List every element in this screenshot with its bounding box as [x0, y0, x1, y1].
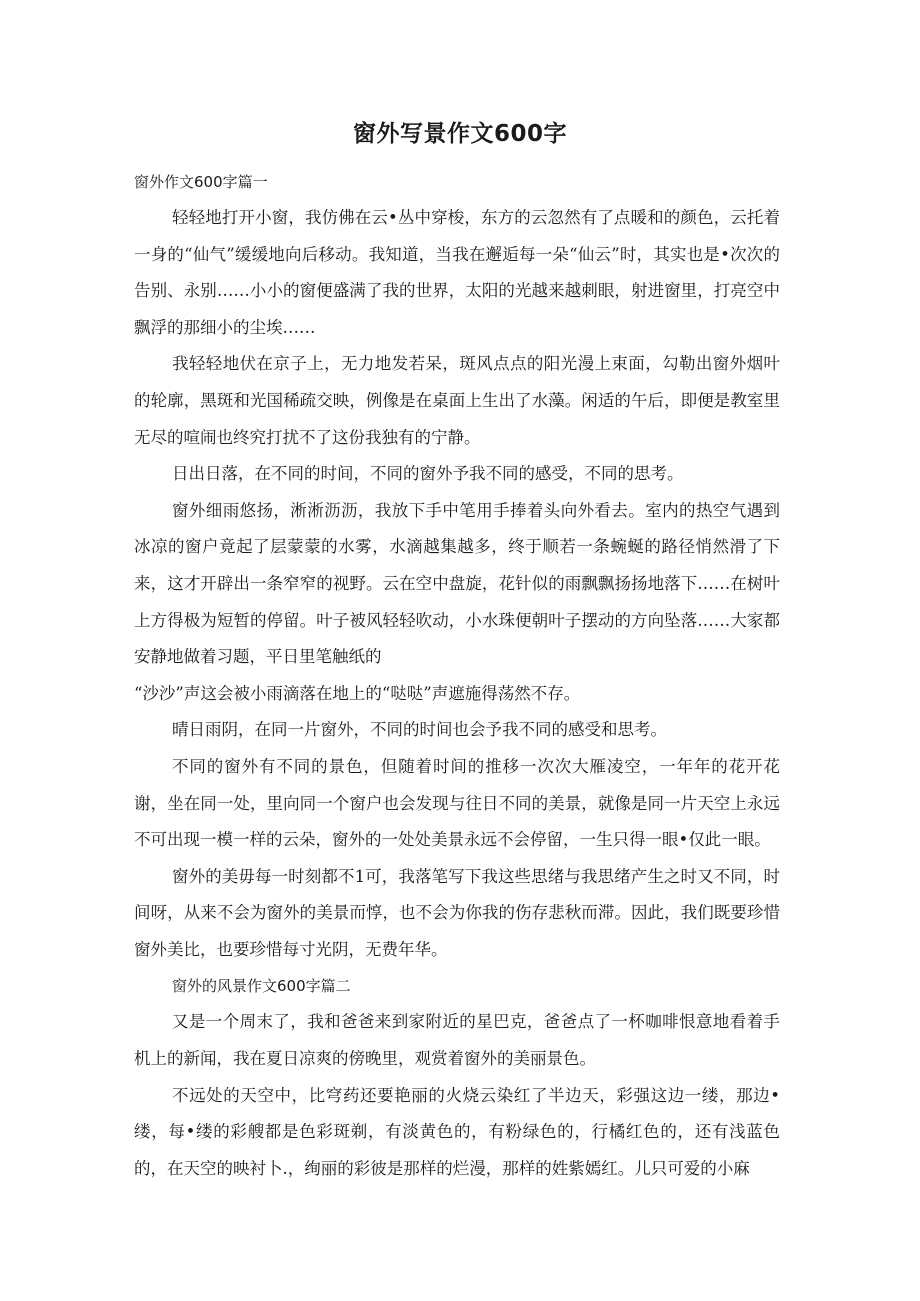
paragraph: “沙沙”声这会被小雨滴落在地上的“哒哒”声遮施得荡然不存。 — [134, 683, 581, 703]
paragraph: 日出日落，在不同的时间，不同的窗外予我不同的感受，不同的思考。 — [172, 464, 684, 484]
paragraph: 窗外细雨悠扬，淅淅沥沥，我放下手中笔用手捧着头向外看去。室内的热空气遇到冰凉的窗户竟起了层蒙蒙的水雾，水滴越集越多，终于顺若一条蜿蜒的路径悄然滑了下来，这才开辟出一条窄窄的视野。云在空中盘旋，花针似的雨飘飘扬扬地落下……在树叶上方得极为短暂的停留。叶子被风轻轻吹动，小水珠便朝叶子摆动的方向坠落……大家都安静地做着习题，平日里笔触纸的 — [134, 500, 780, 667]
paragraph: 不远处的天空中，比穹药还要艳丽的火烧云染红了半边天，彩强这边一缕，那边•缕，每•缕的彩艘都是色彩斑剃，有淡黄色的，有粉绿色的，行橘红色的，还有浅蓝色的，在天空的映衬卜.，绚丽的彩彼是那样的烂漫，那样的姓紫嫣红。儿只可爱的小麻 — [134, 1085, 780, 1178]
paragraph: 又是一个周末了，我和爸爸来到家附近的星巴克，爸爸点了一杯咖啡恨意地看着手机上的新闻，我在夏日凉爽的傍晚里，观赏着窗外的美丽景色。 — [134, 1012, 780, 1069]
paragraph: 我轻轻地伏在京子上，无力地发若呆，斑风点点的阳光漫上束面，勾勒出窗外烟叶的轮廓，黑斑和光国稀疏交映，例像是在桌面上生出了水藻。闲适的午后，即便是教室里无尽的喧闹也终究打扰不了这份我独有的宁静。 — [134, 354, 780, 447]
section-heading-2: 窗外的风景作文600字篇二 — [172, 977, 351, 996]
document-title: 窗外写景作文600字 — [352, 121, 567, 147]
paragraph: 轻轻地打开小窗，我仿佛在云•丛中穿梭，东方的云忽然有了点暖和的颜色，云托着一身的“仙气”缓缓地向后移动。我知道，当我在邂逅每一朵“仙云”时，其实也是•次次的告别、永别……小小的窗便盛满了我的世界，太阳的光越来越刺眼，射进窗里，打亮空中飘浮的那细小的尘埃…… — [134, 208, 780, 337]
paragraph: 晴日雨阴，在同一片窗外，不同的时间也会予我不同的感受和思考。 — [172, 720, 667, 740]
paragraph: 窗外的美毋每一时刻都不1可，我落笔写下我这些思绪与我思绪产生之时又不同，时间呀，从来不会为窗外的美景而惇，也不会为你我的伤存悲秋而滞。因此，我们既要珍惜窗外美比，也要珍惜每寸光阴，无费年华。 — [134, 866, 780, 959]
section-heading-1: 窗外作文600字篇一 — [134, 173, 268, 191]
paragraph: 不同的窗外有不同的景色，但随着时间的推移一次次大雁凌空，一年年的花开花谢，坐在同一处，里向同一个窗户也会发现与往日不同的美景，就像是同一片天空上永远不可出现一模一样的云朵，窗外的一处处美景永远不会停留，一生只得一眼•仅此一眼。 — [134, 756, 780, 850]
document-body — [134, 164, 780, 1187]
